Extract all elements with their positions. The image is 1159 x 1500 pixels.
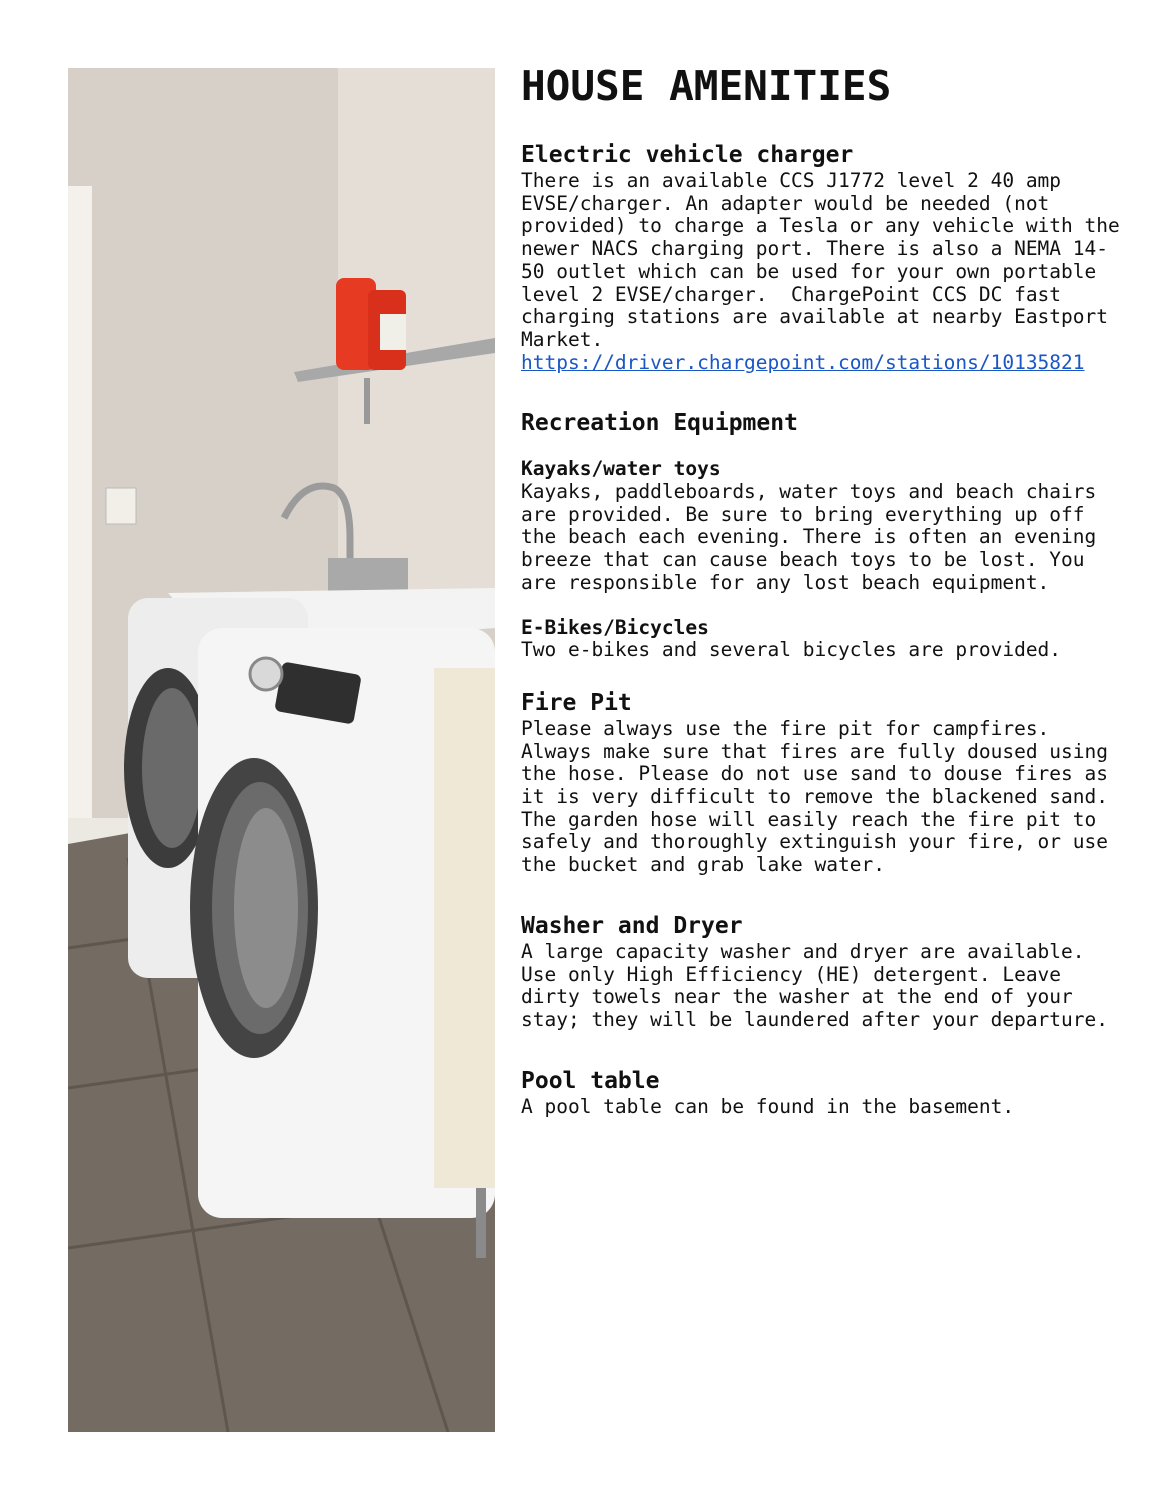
laundry-section <box>521 911 1121 1032</box>
bikes-subsection <box>521 617 1121 662</box>
laundry-text: A large capacity washer and dryer are available. Use only High Efficiency (HE) detergent. Leave dirty towels near the washer at the end of your stay; they will be laundered after your departure. <box>521 939 1108 1031</box>
firepit-text: Please always use the fire pit for campfires. Always make sure that fires are fully doused using the hose. Please do not use sand to douse fires as it is very difficult to remove the blackened sand. The garden hose will easily reach the fire pit to safely and thoroughly extinguish your fire, or use the bucket and grab lake water. <box>521 716 1120 877</box>
kayaks-text: Kayaks, paddleboards, water toys and beach chairs are provided. Be sure to bring everything up off the beach each evening. There is often an evening breeze that can cause beach toys to be lost. You are responsible for any lost beach equipment. <box>521 480 1109 594</box>
chargepoint-link[interactable]: https://driver.chargepoint.com/stations/10135821 <box>521 350 1085 374</box>
laundry-heading: Washer and Dryer <box>521 912 743 939</box>
bikes-text: Two e-bikes and several bicycles are provided. <box>521 638 1062 662</box>
ev-charger-section <box>521 140 1132 374</box>
bikes-heading: E-Bikes/Bicycles <box>521 615 709 639</box>
pool-text: A pool table can be found in the basement. <box>521 1094 1015 1118</box>
laundry-room-illustration <box>68 68 495 1432</box>
recreation-heading: Recreation Equipment <box>521 410 798 437</box>
amenities-content <box>521 60 1132 1144</box>
page-title: HOUSE AMENITIES <box>521 62 892 110</box>
ev-charger-heading: Electric vehicle charger <box>521 142 854 168</box>
kayaks-subsection <box>521 458 1121 594</box>
ev-charger-text: There is an available CCS J1772 level 2 40 amp EVSE/charger. An adapter would be needed (not provided) to charge a Tesla or any vehicle with the newer NACS charging port. There is also a NEMA 14-50 outlet which can be used for your own portable level 2 EVSE/charger. ChargePoint CCS DC fast charging stations are available at nearby Eastport Market. <box>521 169 1132 351</box>
pool-section <box>521 1066 1121 1119</box>
recreation-section <box>521 408 1121 662</box>
kayaks-heading: Kayaks/water toys <box>521 457 721 481</box>
laundry-room-photo <box>68 68 495 1432</box>
firepit-section <box>521 688 1121 877</box>
firepit-heading: Fire Pit <box>521 689 632 716</box>
pool-heading: Pool table <box>521 1067 660 1094</box>
